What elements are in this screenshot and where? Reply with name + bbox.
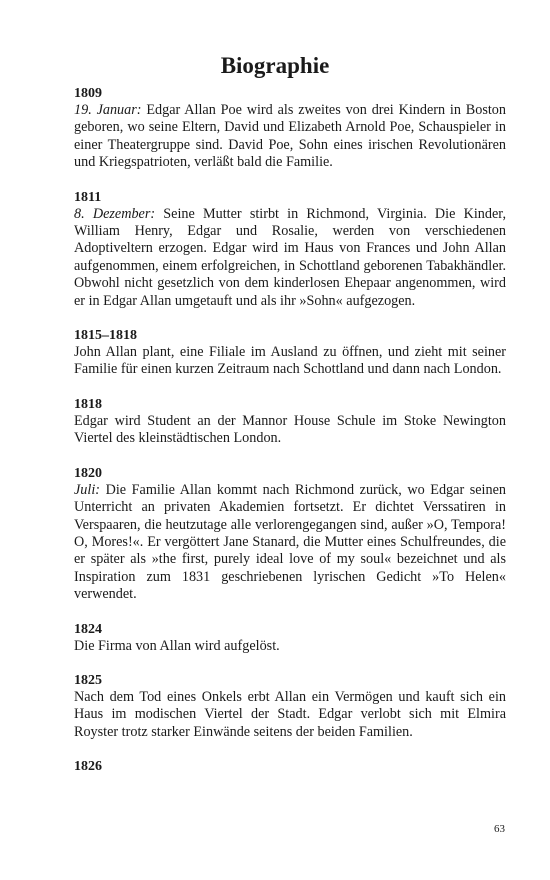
- entry-text: [74, 482, 506, 604]
- entry-1820: [74, 465, 506, 604]
- entry-body: Edgar wird Student an der Mannor House Schule im Stoke Newington Viertel des kleinstädtischen London.: [74, 412, 506, 447]
- entry-1826: [74, 758, 506, 775]
- entry-year: 1826: [74, 759, 102, 775]
- entry-text: [74, 344, 506, 379]
- entry-year: 1820: [74, 465, 102, 481]
- entry-1815-1818: [74, 327, 506, 379]
- entry-1825: [74, 672, 506, 741]
- entry-body: Seine Mutter stirbt in Richmond, Virginia. Die Kinder, William Henry, Edgar und Rosalie, werden von verschiedenen Adoptiveltern erzogen. Edgar wird im Haus von Frances und John Allan aufgenommen, einem erfolgreichen, in Schottland geborenen Tabakhändler. Obwohl nicht gesetzlich von dem kinderlosen Ehepaar angenommen, wird er in Edgar Allan umgetauft und als ihr »Sohn« aufgezogen.: [74, 205, 506, 309]
- entry-1824: [74, 621, 506, 655]
- entry-1811: [74, 189, 506, 310]
- entry-body: Edgar Allan Poe wird als zweites von drei Kindern in Boston geboren, wo seine Eltern, David und Elizabeth Arnold Poe, Schauspieler in einer Theatergruppe sind. David Poe, Sohn eines irischen Revolutionären und Kriegspatrioten, verläßt bald die Familie.: [74, 102, 506, 171]
- entry-year: 1818: [74, 396, 102, 412]
- entry-text: [74, 413, 506, 448]
- entry-text: [74, 638, 506, 655]
- entry-year: 1825: [74, 672, 102, 688]
- entry-body: Die Firma von Allan wird aufgelöst.: [74, 637, 280, 654]
- entry-text: [74, 102, 506, 172]
- entry-date: Juli:: [74, 481, 100, 498]
- entry-year: 1815–1818: [74, 328, 137, 344]
- entry-date: 19. Januar:: [74, 102, 142, 118]
- entry-text: [74, 206, 506, 310]
- entry-1809: [74, 85, 506, 172]
- entry-text: [74, 689, 506, 741]
- entry-date: 8. Dezember:: [74, 205, 156, 222]
- biography-entries: [74, 85, 506, 792]
- page-number: 63: [494, 823, 505, 835]
- entry-year: 1824: [74, 621, 102, 637]
- entry-year: 1809: [74, 86, 102, 101]
- entry-body: Die Familie Allan kommt nach Richmond zurück, wo Edgar seinen Unterricht an privaten Akademien fortsetzt. Er dichtet Verssatiren in Verspaaren, die heutzutage alle verlorengegangen sind, außer »O, Tempora! O, Mores!«. Er vergöttert Jane Stanard, die Mutter eines Schulfreundes, die er später als »the first, purely ideal love of my soul« bezeichnet und als Inspiration zum 1831 geschriebenen lyrischen Gedicht »To Helen« verwendet.: [74, 481, 506, 603]
- entry-1818: [74, 396, 506, 448]
- page-title: Biographie: [220, 53, 330, 78]
- entry-body: John Allan plant, eine Filiale im Ausland zu öffnen, und zieht mit seiner Familie für einen kurzen Zeitraum nach Schottland und dann nach London.: [74, 344, 506, 378]
- entry-year: 1811: [74, 189, 102, 205]
- entry-body: Nach dem Tod eines Onkels erbt Allan ein Vermögen und kauft sich ein Haus im modischen Viertel der Stadt. Edgar verlobt sich mit Elmira Royster trotz starker Einwände seitens der beiden Familien.: [74, 688, 506, 740]
